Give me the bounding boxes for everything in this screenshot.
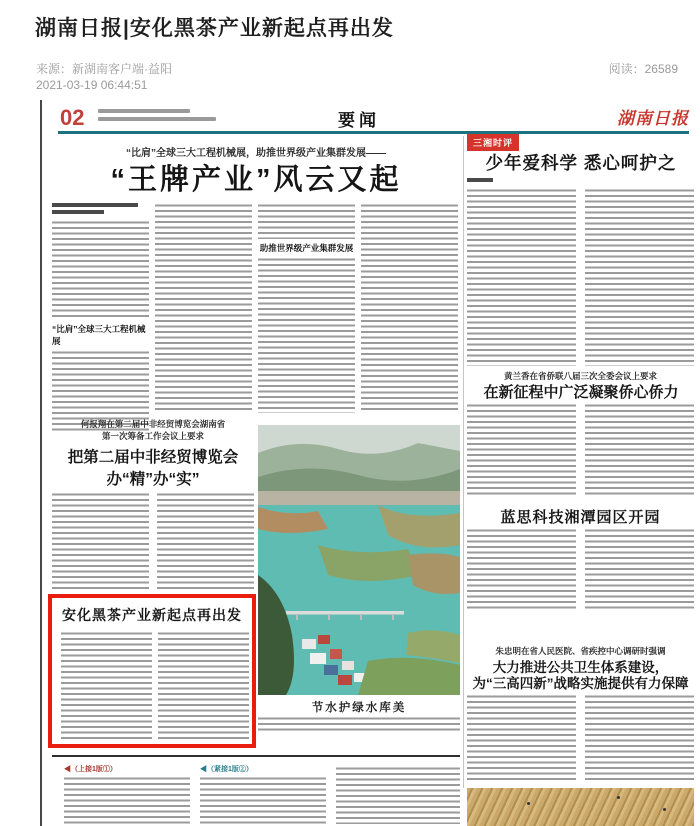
body-text-block xyxy=(258,257,355,413)
body-text-block xyxy=(258,203,355,239)
read-count-value: 26589 xyxy=(644,62,678,76)
section-rule xyxy=(52,755,460,757)
section-title: 要闻 xyxy=(338,111,380,130)
editors-line xyxy=(98,117,216,121)
reservoir-photo xyxy=(258,425,460,695)
main-article-column-3 xyxy=(258,203,355,413)
commentary-author-bar xyxy=(467,178,493,182)
body-text-block xyxy=(61,631,152,739)
continuation-column-1 xyxy=(64,764,190,826)
main-article-subhead-1: “比肩”全球三大工程机械展 xyxy=(52,324,146,346)
newspaper-page-number: 02 xyxy=(60,105,85,130)
byline-bar xyxy=(52,203,138,207)
lens-column-2 xyxy=(585,528,694,612)
main-article-kicker: “比肩”全球三大工程机械展，助推世界级产业集群发展—— xyxy=(126,148,386,159)
commentary-headline: 少年爱科学 悉心呵护之 xyxy=(485,153,677,173)
overseas-column-2 xyxy=(585,403,694,497)
lens-column-1 xyxy=(467,528,576,612)
overseas-article-kicker: 黄兰香在省侨联八届三次全委会议上要求 xyxy=(503,371,657,381)
expo-kicker-line1: 何报翔在第二届中非经贸博览会湖南省 xyxy=(80,419,226,429)
byline-bar xyxy=(52,210,104,214)
continuation-marker-2: ◀（紧接1版②） xyxy=(200,766,253,773)
read-count-label: 阅读： xyxy=(608,62,645,76)
continuation-column-2 xyxy=(200,764,326,826)
body-text-block xyxy=(64,776,190,826)
field-photo-figure xyxy=(527,802,530,805)
read-count xyxy=(609,60,678,77)
health-article-headline-line2: 为“三高四新”战略实施提供有力保障 xyxy=(472,676,689,691)
body-text-block xyxy=(157,492,254,592)
expo-kicker-line2: 第一次筹备工作会议上要求 xyxy=(101,431,204,441)
main-article-subhead-2: 助推世界级产业集群发展 xyxy=(259,243,354,253)
main-article-column-2 xyxy=(155,203,252,413)
field-photo-figure xyxy=(663,808,666,811)
column-divider xyxy=(463,136,464,788)
field-photo-figure xyxy=(617,796,620,799)
article-source: 来源：新湖南客户端·益阳 xyxy=(36,62,172,76)
newspaper-masthead-logo: 湖南日报 xyxy=(617,109,689,128)
health-article-kicker: 朱忠明在省人民医院、省疾控中心调研时强调 xyxy=(495,646,666,656)
photo-caption-text xyxy=(258,716,460,732)
masthead-rule xyxy=(58,131,689,134)
main-article-column-4 xyxy=(361,203,458,413)
field-photo xyxy=(467,788,694,826)
health-column-1 xyxy=(467,694,576,782)
main-article-column-1 xyxy=(52,203,149,434)
lens-article-headline: 蓝思科技湘潭园区开园 xyxy=(500,509,661,526)
commentary-column-2 xyxy=(585,188,694,366)
overseas-column-1 xyxy=(467,403,576,497)
commentary-column-1 xyxy=(467,188,576,366)
body-text-block xyxy=(52,220,149,320)
expo-headline-line2: 办“精”办“实” xyxy=(106,471,200,488)
health-column-2 xyxy=(585,694,694,782)
article-title: 湖南日报|安化黑茶产业新起点再出发 xyxy=(35,17,394,40)
reservoir-photo-art xyxy=(258,425,460,695)
overseas-article-headline: 在新征程中广泛凝聚侨心侨力 xyxy=(483,384,679,401)
continuation-column-3 xyxy=(336,766,460,824)
body-text-block xyxy=(200,776,326,826)
commentary-badge: 三湘时评 xyxy=(467,134,519,151)
continuation-marker-1: ◀（上接1版①） xyxy=(64,766,117,773)
body-text-block xyxy=(158,631,249,739)
article-datetime: 2021-03-19 06:44:51 xyxy=(36,78,148,92)
newspaper-page-image xyxy=(40,100,697,826)
health-article-headline-line1: 大力推进公共卫生体系建设， xyxy=(492,660,669,675)
photo-caption: 节水护绿水库美 xyxy=(311,702,407,714)
highlighted-tea-article xyxy=(48,594,256,748)
expo-article xyxy=(52,418,254,489)
edition-date-line xyxy=(98,109,190,113)
expo-headline-line1: 把第二届中非经贸博览会 xyxy=(67,449,239,466)
tea-article-headline: 安化黑茶产业新起点再出发 xyxy=(62,607,242,623)
main-article-headline: “王牌产业”风云又起 xyxy=(110,164,402,196)
body-text-block xyxy=(52,492,149,592)
